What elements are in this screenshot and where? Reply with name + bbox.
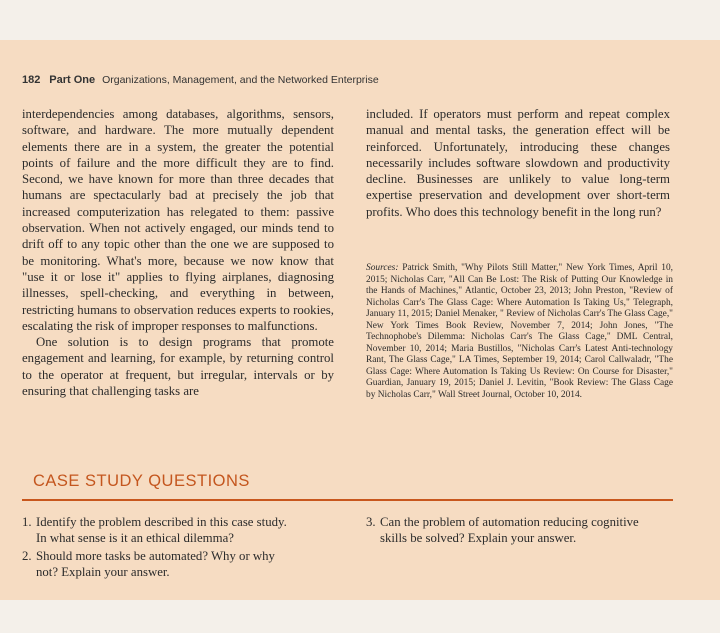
- right-paragraph: included. If operators must perform and repeat complex manual and mental tasks, the generation effect will be reinforced. Unfortunately, introducing these changes necessarily includes software slowdown and productivity decline. Businesses are unlikely to value long-term expertise preservation and development over short-term profits. Who does this technology benefit in the long run?: [366, 107, 670, 219]
- question-2: [22, 548, 342, 580]
- part-label: Part One: [49, 74, 96, 86]
- header-title: Organizations, Management, and the Networked Enterprise: [102, 74, 379, 86]
- question-text: Can the problem of automation reducing cognitive: [380, 515, 639, 529]
- question-text: Should more tasks be automated? Why or why: [36, 549, 275, 563]
- left-column: [22, 106, 334, 399]
- right-column: [366, 106, 670, 220]
- question-1: [22, 514, 342, 546]
- case-study-divider: [22, 499, 673, 501]
- question-text: Identify the problem described in this case study.: [36, 515, 287, 529]
- left-paragraph-2: One solution is to design programs that promote engagement and learning, for example, by returning control to the operator at frequent, but irregular, intervals or by ensuring that challenging tasks are: [22, 335, 334, 399]
- page-header: [22, 74, 379, 86]
- case-study-title: CASE STUDY QUESTIONS: [33, 472, 250, 490]
- sources-label: Sources:: [366, 263, 399, 273]
- question-3: [366, 514, 686, 546]
- page-number: 182: [22, 74, 41, 86]
- question-number: 1.: [22, 515, 32, 529]
- sources-note: [366, 263, 673, 401]
- question-text: not? Explain your answer.: [36, 565, 170, 579]
- question-number: 2.: [22, 549, 32, 563]
- question-text: skills be solved? Explain your answer.: [380, 531, 577, 545]
- left-paragraph-1: interdependencies among databases, algorithms, sensors, software, and hardware. The more mutually dependent elements there are in a system, the greater the potential points of failure and the more difficult they are to find. Second, we have known for more than three decades that humans are spectacularly bad at precisely the job that increased computerization has relegated to them: passive observation. When not actively engaged, our minds tend to drift off to any topic other than the one we are supposed to be monitoring. What's more, because we now know that "use it or lose it" applies to flying airplanes, diagnosing illnesses, spell-checking, and everything in between, restricting humans to observation reduces experts to rookies, escalating the risk of improper responses to malfunctions.: [22, 107, 334, 333]
- textbook-page: [0, 40, 720, 600]
- sources-text: Patrick Smith, "Why Pilots Still Matter," New York Times, April 10, 2015; Nicholas Carr, "All Can Be Lost: The Risk of Putting Our Knowledge in the Hands of Machines," Atlantic, October 23, 2013; John Preston, "Review of Nicholas Carr's The Glass Cage: Where Automation Is Taking Us," Telegraph, January 11, 2015; Daniel Menaker, " Review of Nicholas Carr's The Glass Cage," New York Times Book Review, November 7, 2014; John Jones, "The Technophobe's Dilemma: Nicholas Carr's The Glass Cage," DML Central, November 10, 2014; Maria Bustillos, "Nicholas Carr's Latest Anti-technology Rant, The Glass Cage," LA Times, September 19, 2014; Carol Callwaladr, "The Glass Cage: Where Automation Is Taking Us Review: On Course for Disaster," Guardian, January 19, 2015; Daniel J. Levitin, "Book Review: The Glass Cage by Nicholas Carr," Wall Street Journal, October 10, 2014.: [366, 263, 674, 400]
- question-text: In what sense is it an ethical dilemma?: [36, 531, 234, 545]
- question-number: 3.: [366, 515, 376, 529]
